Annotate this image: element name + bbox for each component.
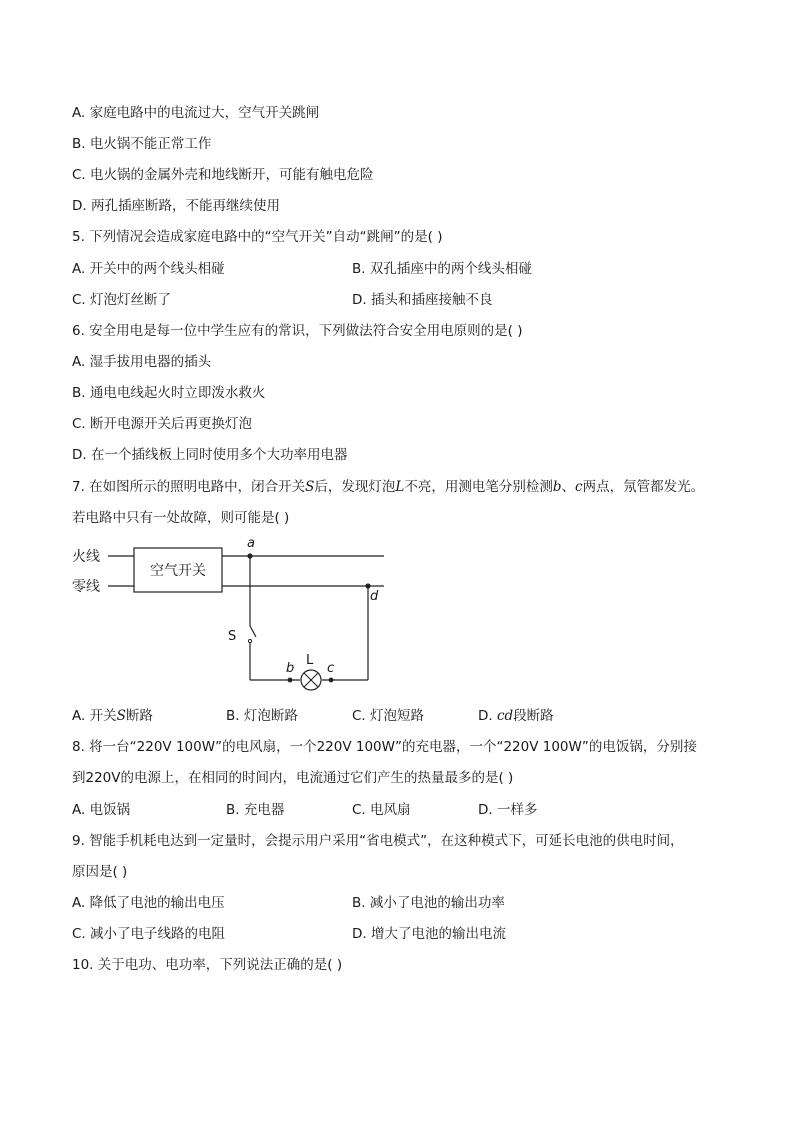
prev-option-b: B. 电火锅不能正常工作 — [72, 136, 212, 152]
circuit-diagram — [68, 534, 398, 694]
q9-stem-line1: 9. 智能手机耗电达到一定量时，会提示用户采用“省电模式”，在这种模式下，可延长电池的供电时间， — [72, 833, 684, 849]
q5-option-b: B. 双孔插座中的两个线头相碰 — [352, 261, 532, 277]
node-a-label: a — [247, 536, 255, 551]
q9-option-c: C. 减小了电子线路的电阻 — [72, 926, 226, 942]
node-c — [329, 678, 334, 683]
q6-stem: 6. 安全用电是每一位中学生应有的常识，下列做法符合安全用电原则的是( ) — [72, 323, 523, 339]
prev-option-d: D. 两孔插座断路，不能再继续使用 — [72, 198, 280, 214]
q5-option-c: C. 灯泡灯丝断了 — [72, 292, 172, 308]
live-wire-label: 火线 — [72, 549, 100, 565]
q9-stem-line2: 原因是( ) — [72, 864, 128, 880]
node-b-label: b — [286, 661, 295, 676]
node-b — [288, 678, 293, 683]
q5-option-a: A. 开关中的两个线头相碰 — [72, 261, 225, 277]
q8-option-c: C. 电风扇 — [352, 802, 411, 818]
q9-option-d: D. 增大了电池的输出电流 — [352, 926, 506, 942]
q9-option-a: A. 降低了电池的输出电压 — [72, 895, 225, 911]
q8-stem-line2: 到220V的电源上，在相同的时间内，电流通过它们产生的热量最多的是( ) — [72, 770, 514, 786]
q6-option-c: C. 断开电源开关后再更换灯泡 — [72, 416, 253, 432]
q9-option-b: B. 减小了电池的输出功率 — [352, 895, 505, 911]
q7-stem-line2: 若电路中只有一处故障，则可能是( ) — [72, 510, 290, 526]
q7-option-d: D. cd段断路 — [478, 708, 554, 724]
q8-option-b: B. 充电器 — [226, 802, 285, 818]
q7-option-a: A. 开关S断路 — [72, 708, 153, 724]
q7-stem: 7. 在如图所示的照明电路中，闭合开关S后，发现灯泡L不亮，用测电笔分别检测b、c两点，氖管都发光。 — [72, 479, 705, 495]
switch-s — [250, 626, 256, 637]
q10-stem: 10. 关于电功、电功率，下列说法正确的是( ) — [72, 957, 343, 973]
lamp-label: L — [306, 653, 314, 668]
q6-option-d: D. 在一个插线板上同时使用多个大功率用电器 — [72, 447, 348, 463]
switch-label: S — [228, 629, 237, 644]
q8-stem-line1: 8. 将一台“220V 100W”的电风扇，一个220V 100W”的充电器，一个“220V 100W”的电饭锅，分别接 — [72, 739, 697, 755]
prev-option-a: A. 家庭电路中的电流过大，空气开关跳闸 — [72, 105, 320, 121]
q6-option-b: B. 通电电线起火时立即泼水救火 — [72, 385, 266, 401]
q8-option-a: A. 电饭锅 — [72, 802, 131, 818]
node-d-label: d — [370, 589, 379, 604]
q7-option-b: B. 灯泡断路 — [226, 708, 298, 724]
q6-option-a: A. 湿手拔用电器的插头 — [72, 354, 212, 370]
q5-stem: 5. 下列情况会造成家庭电路中的“空气开关”自动“跳闸”的是( ) — [72, 229, 443, 245]
breaker-label: 空气开关 — [150, 563, 206, 579]
prev-option-c: C. 电火锅的金属外壳和地线断开，可能有触电危险 — [72, 167, 374, 183]
q8-option-d: D. 一样多 — [478, 802, 538, 818]
node-c-label: c — [327, 661, 335, 676]
q7-option-c: C. 灯泡短路 — [352, 708, 425, 724]
neutral-wire-label: 零线 — [72, 579, 100, 595]
q5-option-d: D. 插头和插座接触不良 — [352, 292, 493, 308]
